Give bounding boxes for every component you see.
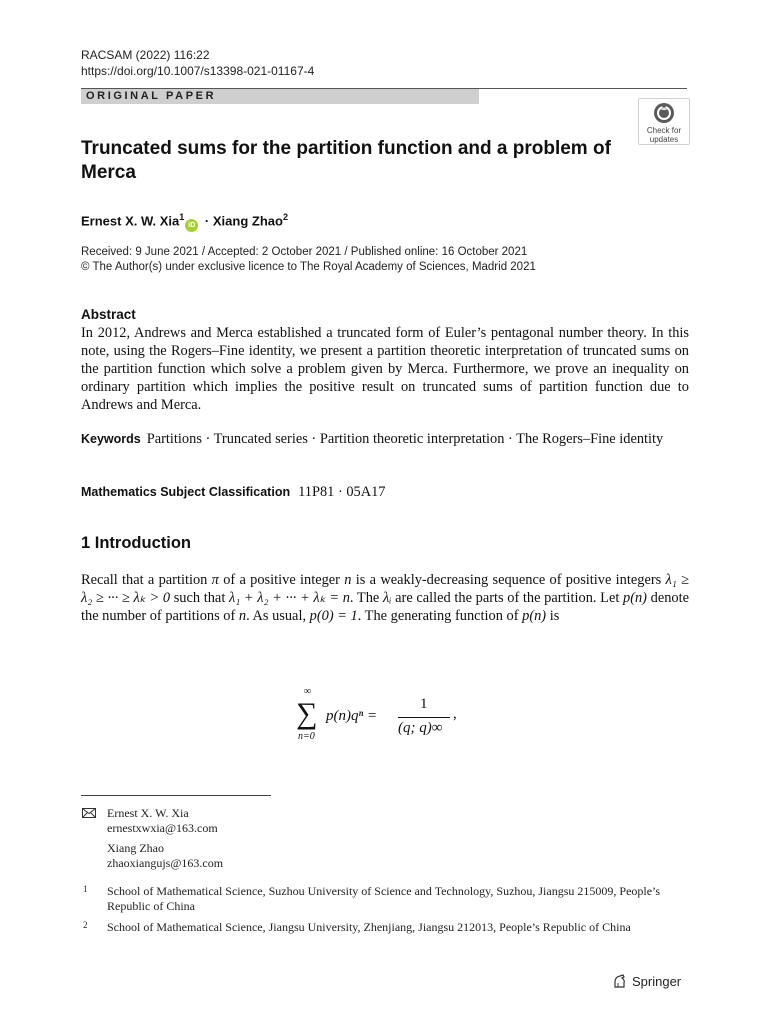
- affiliation-1-number: 1: [83, 884, 88, 894]
- fraction-bar: [398, 717, 450, 718]
- sigma-symbol: ∑: [296, 697, 318, 730]
- author-1-affil: 1: [179, 212, 185, 222]
- abstract-heading: Abstract: [81, 307, 136, 322]
- abstract-text: In 2012, Andrews and Merca established a truncated form of Euler’s pentagonal number theory. In this note, using the Rogers–Fine identity, we present a partition theoretic interpretation of truncated sums on the partition function which solve a problem given by Merca. Furthermore, we prove an inequality on ordinary partition which implies the positive result on truncated sums of partition function due to Andrews and Merca.: [81, 325, 689, 413]
- fraction-denominator: (q; q)∞: [398, 720, 443, 736]
- fraction-numerator: 1: [420, 696, 428, 712]
- paper-title: Truncated sums for the partition function and a problem of Merca: [81, 138, 611, 183]
- generating-function-equation: [292, 684, 492, 744]
- check-updates-line2: updates: [649, 135, 679, 144]
- msc-codes: 11P81 · 05A17: [298, 484, 386, 500]
- equation-comma: ,: [453, 706, 457, 722]
- equation-lhs: p(n)qⁿ =: [326, 708, 378, 724]
- check-updates-icon: [653, 102, 675, 124]
- journal-doi[interactable]: https://doi.org/10.1007/s13398-021-01167-4: [81, 64, 315, 78]
- mail-icon: [82, 808, 96, 818]
- publisher-logo: [612, 973, 681, 989]
- publisher-name: Springer: [632, 973, 682, 989]
- check-for-updates-badge[interactable]: [638, 98, 690, 145]
- journal-header: [81, 47, 314, 79]
- correspondent-email-2[interactable]: zhaoxiangujs@163.com: [107, 856, 224, 870]
- msc: [81, 483, 386, 501]
- affiliation-2: School of Mathematical Science, Jiangsu University, Zhenjiang, Jiangsu 212013, People’s Republic of China: [107, 920, 631, 934]
- sum-upper-limit: ∞: [304, 686, 312, 697]
- correspondent-name-2: Xiang Zhao: [107, 841, 164, 855]
- section-label: ORIGINAL PAPER: [86, 90, 217, 102]
- affiliation-2-number: 2: [83, 920, 88, 930]
- section-heading: 1 Introduction: [81, 534, 191, 552]
- author-2[interactable]: Xiang Zhao: [212, 213, 283, 229]
- check-updates-line1: Check for: [646, 126, 682, 135]
- keywords-text: Partitions · Truncated series · Partition theoretic interpretation · The Rogers–Fine identity: [146, 431, 664, 447]
- correspondent-email-1[interactable]: ernestxwxia@163.com: [107, 821, 218, 835]
- intro-paragraph: Recall that a partition π of a positive integer n is a weakly-decreasing sequence of positive integers λ₁ ≥ λ₂ ≥ ··· ≥ λₖ > 0 such that λ₁ + λ₂ + ··· + λₖ = n. The λᵢ are called the parts of the partition. Let p(n) denote the number of partitions of n. As usual, p(0) = 1. The generating function of p(n) is: [81, 572, 690, 624]
- dates-line: Received: 9 June 2021 / Accepted: 2 October 2021 / Published online: 16 October 2021: [81, 246, 528, 258]
- footnote-rule: [81, 795, 271, 796]
- keywords-label: Keywords: [81, 432, 141, 446]
- orcid-icon[interactable]: iD: [185, 219, 198, 232]
- keywords: [81, 430, 689, 448]
- author-1[interactable]: Ernest X. W. Xia: [81, 213, 180, 229]
- copyright-line: © The Author(s) under exclusive licence to The Royal Academy of Sciences, Madrid 2021: [81, 261, 536, 273]
- journal-citation: RACSAM (2022) 116:22: [81, 48, 210, 62]
- msc-label: Mathematics Subject Classification: [81, 485, 291, 499]
- publication-dates: [81, 245, 536, 275]
- author-2-affil: 2: [282, 212, 288, 222]
- springer-horse-icon: [612, 973, 628, 989]
- affiliation-1: School of Mathematical Science, Suzhou University of Science and Technology, Suzhou, Jiangsu 215009, People’s Republic of China: [107, 884, 661, 913]
- author-list: [81, 208, 288, 232]
- correspondent-name-1: Ernest X. W. Xia: [107, 806, 189, 820]
- sum-lower-limit: n=0: [298, 731, 315, 742]
- author-separator: ·: [204, 213, 210, 229]
